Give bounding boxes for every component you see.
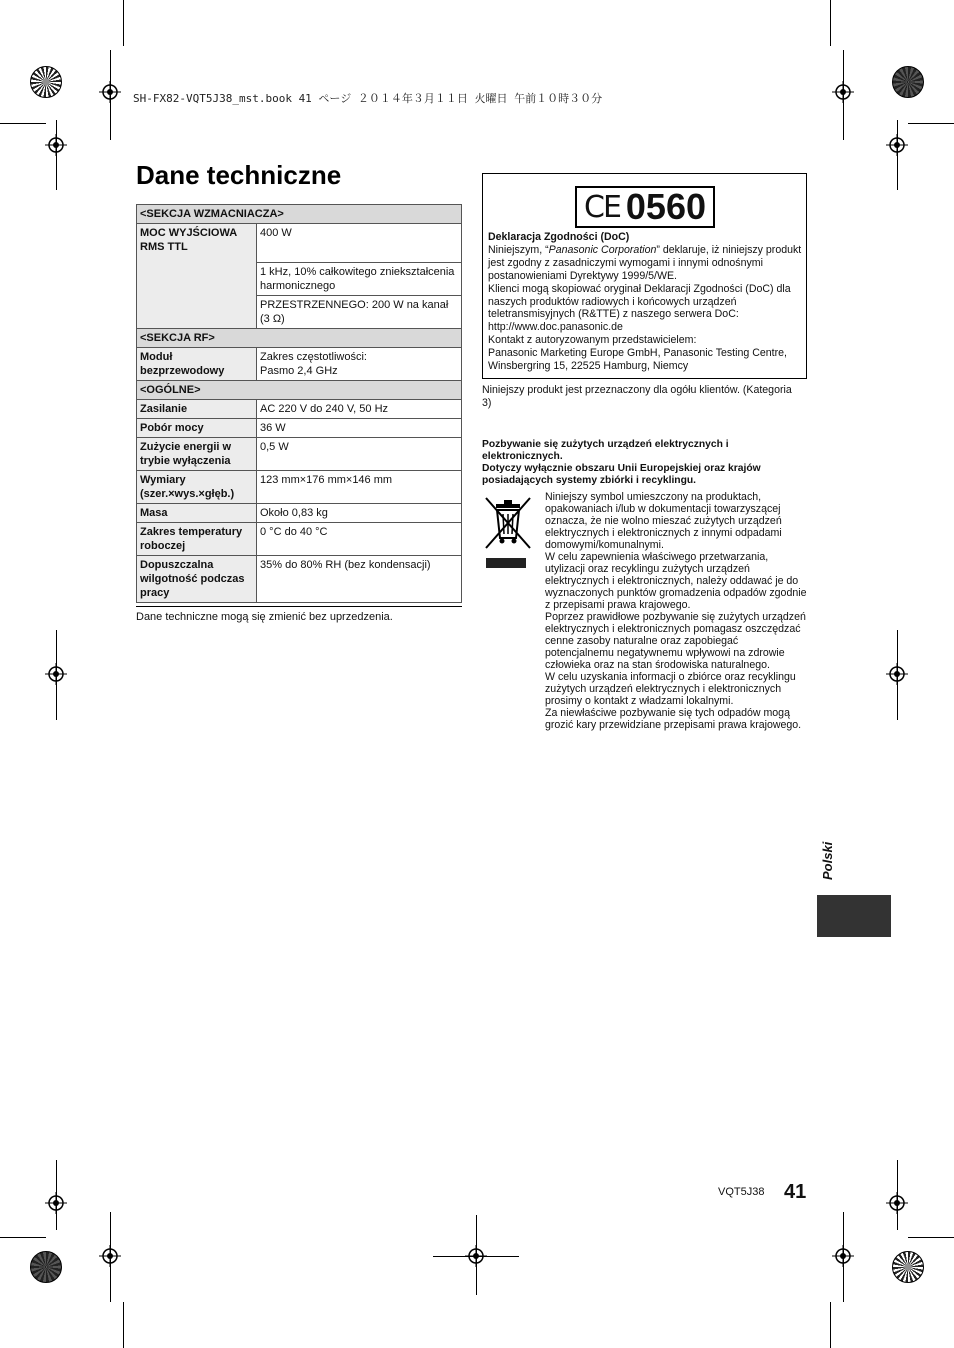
divider: [136, 606, 462, 607]
declaration-text: [488, 231, 806, 373]
document-code: VQT5J38: [718, 1186, 765, 1198]
language-label: Polski: [820, 841, 835, 880]
table-row: [137, 224, 462, 263]
print-header: SH-FX82-VQT5J38_mst.book 41 ページ ２０１４年３月１１日 火曜日 午前１０時３０分: [133, 92, 603, 105]
registration-target-icon: [886, 134, 908, 156]
registration-target-icon: [45, 1192, 67, 1214]
spec-note: Dane techniczne mogą się zmienić bez uprzedzenia.: [136, 611, 393, 623]
section-header: <OGÓLNE>: [137, 381, 462, 400]
ce-notified-body-number: 0560: [625, 186, 706, 227]
table-row: [137, 205, 462, 224]
spec-value: 0,5 W: [257, 438, 462, 471]
spec-value: 1 kHz, 10% całkowitego zniekształcenia harmonicznego: [257, 263, 462, 296]
crop-mark: [0, 123, 46, 124]
ce-mark-icon: [575, 186, 715, 228]
page-number: 41: [784, 1181, 807, 1203]
registration-target-icon: [99, 1245, 121, 1267]
table-row: [137, 471, 462, 504]
declaration-box: [482, 173, 807, 379]
print-rosette-icon: [30, 1251, 62, 1283]
table-row: [137, 504, 462, 523]
registration-target-icon: [99, 81, 121, 103]
table-row: [137, 348, 462, 381]
spec-value-line: Zakres częstotliwości:: [260, 351, 367, 363]
ce-letters: CE: [584, 189, 620, 225]
text-fragment: ” deklaruje, iż niniejszy produkt jest zgodny z zasadniczymi wymogami i innymi odnośnymi postanowieniami Dyrektywy 1999/5/WE.: [488, 243, 802, 282]
declaration-heading: Deklaracja Zgodności (DoC): [488, 231, 630, 243]
spec-label: Masa: [137, 504, 257, 523]
crop-mark: [0, 1237, 46, 1238]
table-row: [137, 400, 462, 419]
spec-label: MOC WYJŚCIOWA RMS TTL: [137, 224, 257, 329]
page-title: Dane techniczne: [136, 160, 342, 190]
section-header: <SEKCJA RF>: [137, 329, 462, 348]
language-tab-marker: [817, 895, 891, 937]
table-row: [137, 419, 462, 438]
spec-label: Zakres temperatury roboczej: [137, 523, 257, 556]
spec-label: Moduł bezprzewodowy: [137, 348, 257, 381]
contact-label: Kontakt z autoryzowanym przedstawicielem:: [488, 334, 697, 347]
spec-value: 36 W: [257, 419, 462, 438]
crossed-bin-icon: [482, 494, 534, 570]
spec-value-line: Pasmo 2,4 GHz: [260, 365, 338, 377]
print-rosette-icon: [892, 66, 924, 98]
spec-value: PRZESTRZENNEGO: 200 W na kanał (3 Ω): [257, 296, 462, 329]
registration-target-icon: [832, 81, 854, 103]
registration-target-icon: [886, 663, 908, 685]
registration-target-icon: [45, 134, 67, 156]
section-header: <SEKCJA WZMACNIACZA>: [137, 205, 462, 224]
text-fragment: Niniejszym, “: [488, 243, 549, 256]
spec-label: Pobór mocy: [137, 419, 257, 438]
spec-label: Dopuszczalna wilgotność podczas pracy: [137, 556, 257, 603]
registration-target-icon: [465, 1245, 487, 1267]
spec-value: Około 0,83 kg: [257, 504, 462, 523]
crop-mark: [908, 1237, 954, 1238]
spec-value: 123 mm×176 mm×146 mm: [257, 471, 462, 504]
print-rosette-icon: [30, 66, 62, 98]
doc-server-url: http://www.doc.panasonic.de: [488, 321, 623, 334]
spec-value: AC 220 V do 240 V, 50 Hz: [257, 400, 462, 419]
spec-value: 35% do 80% RH (bez kondensacji): [257, 556, 462, 603]
spec-value: 0 °C do 40 °C: [257, 523, 462, 556]
crop-mark: [908, 123, 954, 124]
disposal-text: Niniejszy symbol umieszczony na produktach, opakowaniach i/lub w dokumentacji towarzyszącej oznacza, że nie wolno mieszać zużytych urządzeń elektrycznych i elektronicznych z innymi odpadami domowymi/komunalnymi. W celu zapewnienia właściwego przetwarzania, utylizacji oraz recyklingu zużytych urządzeń elektrycznych i elektronicznych, należy oddawać je do wyznaczonych punktów gromadzenia odpadów zgodnie z przepisami prawa krajowego. Poprzez prawidłowe pozbywanie się zużytych urządzeń elektrycznych i elektronicznych pomagasz oszczędzać cenne zasoby naturalne oraz zapobiegać potencjalnemu negatywnemu wpływowi na zdrowie człowieka oraz na stan środowiska naturalnego. W celu uzyskania informacji o zbiórce oraz recyklingu zużytych urządzeń elektrycznych i elektronicznych prosimy o kontakt z władzami lokalnymi. Za niewłaściwe pozbywanie się tych odpadów mogą grozić kary przewidziane przepisami prawa krajowego.: [545, 491, 807, 731]
declaration-paragraph: [488, 244, 806, 283]
crop-mark: [123, 1302, 124, 1348]
contact-address: Panasonic Marketing Europe GmbH, Panasonic Testing Centre, Winsbergring 15, 22525 Hamburg, Niemcy: [488, 347, 787, 373]
table-row: [137, 438, 462, 471]
spec-label: Wymiary (szer.×wys.×głęb.): [137, 471, 257, 504]
print-rosette-icon: [892, 1251, 924, 1283]
crop-mark: [123, 0, 124, 46]
registration-target-icon: [886, 1192, 908, 1214]
registration-target-icon: [45, 663, 67, 685]
disposal-heading: [482, 439, 802, 487]
table-row: [137, 329, 462, 348]
crop-mark: [830, 1302, 831, 1348]
spec-label: Zasilanie: [137, 400, 257, 419]
spec-value: [257, 348, 462, 381]
specs-table: [136, 204, 462, 603]
disposal-heading-line: Pozbywanie się zużytych urządzeń elektrycznych i elektronicznych.: [482, 439, 729, 462]
table-row: [137, 523, 462, 556]
disposal-heading-line: Dotyczy wyłącznie obszaru Unii Europejskiej oraz krajów posiadających systemy zbiórki i recyklingu.: [482, 463, 761, 486]
table-row: [137, 556, 462, 603]
company-name: Panasonic Corporation: [548, 243, 657, 256]
registration-target-icon: [832, 1245, 854, 1267]
spec-value: 400 W: [257, 224, 462, 263]
crop-mark: [830, 0, 831, 46]
table-row: [137, 381, 462, 400]
spec-label: Zużycie energii w trybie wyłączenia: [137, 438, 257, 471]
consumer-note: Niniejszy produkt jest przeznaczony dla ogółu klientów. (Kategoria 3): [482, 384, 792, 409]
declaration-paragraph: Klienci mogą skopiować oryginał Deklaracji Zgodności (DoC) dla naszych produktów radiowych i końcowych urządzeń teletransmisyjnych (R&TTE) z naszego serwera DoC:: [488, 282, 791, 321]
